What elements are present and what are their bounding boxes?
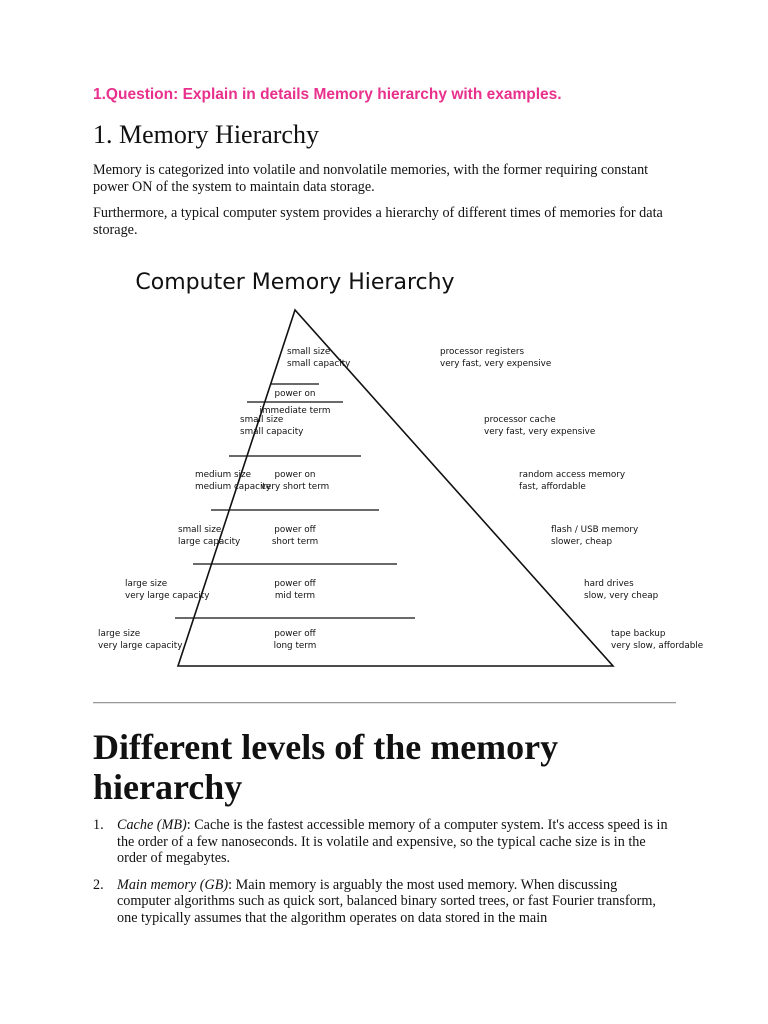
level-term-label: short term — [271, 537, 319, 547]
level-device-label: flash / USB memory — [551, 525, 639, 535]
level-size-label: large capacity — [178, 537, 241, 547]
level-size-label: small size — [287, 347, 331, 357]
level-device-label: slower, cheap — [551, 537, 613, 547]
level-device-label: very fast, very expensive — [440, 359, 552, 369]
level-term-label: very short term — [260, 482, 330, 492]
list-text: : Main memory is arguably the most used memory. When discussing computer algorithms such as quick sort, balanced binary sorted trees, or fast Fourier transform, one typically assumes that the algorithm operates on data stored in the main — [117, 876, 656, 926]
level-device-label: fast, affordable — [519, 482, 586, 492]
section-heading-large: Different levels of the memory hierarchy — [93, 727, 559, 807]
level-size-label: small capacity — [287, 359, 351, 369]
level-size-label: medium size — [195, 470, 252, 480]
level-term-label: immediate term — [259, 406, 331, 416]
memory-levels-list — [93, 817, 668, 936]
level-power-label: power on — [274, 470, 316, 480]
memory-hierarchy-diagram — [90, 258, 710, 676]
level-size-label: very large capacity — [98, 641, 183, 651]
level-term-label: mid term — [274, 591, 316, 601]
list-number: 2. — [93, 876, 104, 893]
level-power-label: power on — [274, 389, 316, 399]
paragraph: Furthermore, a typical computer system provides a hierarchy of different times of memories for data storage. — [93, 205, 663, 238]
level-size-label: large size — [125, 579, 168, 589]
level-device-label: slow, very cheap — [584, 591, 659, 601]
level-device-label: very slow, affordable — [611, 641, 704, 651]
horizontal-rule — [93, 702, 676, 704]
list-item — [93, 817, 668, 867]
level-device-label: hard drives — [584, 579, 634, 589]
question-heading: 1.Question: Explain in details Memory hierarchy with examples. — [93, 86, 562, 103]
level-power-label: power off — [274, 579, 316, 589]
level-device-label: tape backup — [611, 629, 666, 639]
paragraph: Memory is categorized into volatile and nonvolatile memories, with the former requiring constant power ON of the system to maintain data storage. — [93, 162, 649, 195]
level-device-label: random access memory — [519, 470, 626, 480]
level-size-label: small size — [178, 525, 222, 535]
list-text: : Cache is the fastest accessible memory of a computer system. It's access speed is in the order of a few nanoseconds. It is volatile and expensive, so the typical cache size is in the order of megabytes. — [117, 817, 668, 866]
list-term: Main memory (GB) — [117, 876, 229, 893]
list-term: Cache (MB) — [117, 817, 187, 833]
level-size-label: medium capacity — [195, 482, 272, 492]
level-device-label: very fast, very expensive — [484, 427, 596, 437]
level-device-label: processor registers — [440, 347, 525, 357]
list-number: 1. — [93, 817, 104, 833]
level-size-label: very large capacity — [125, 591, 210, 601]
level-size-label: small capacity — [240, 427, 304, 437]
diagram-title: Computer Memory Hierarchy — [135, 270, 455, 295]
list-item — [93, 877, 668, 927]
diagram-labels — [98, 347, 703, 651]
level-power-label: power off — [274, 629, 316, 639]
level-device-label: processor cache — [484, 415, 556, 425]
level-size-label: large size — [98, 629, 141, 639]
level-power-label: power off — [274, 525, 316, 535]
section-heading: 1. Memory Hierarchy — [93, 120, 319, 149]
level-term-label: long term — [273, 641, 317, 651]
level-size-label: small size — [240, 415, 284, 425]
